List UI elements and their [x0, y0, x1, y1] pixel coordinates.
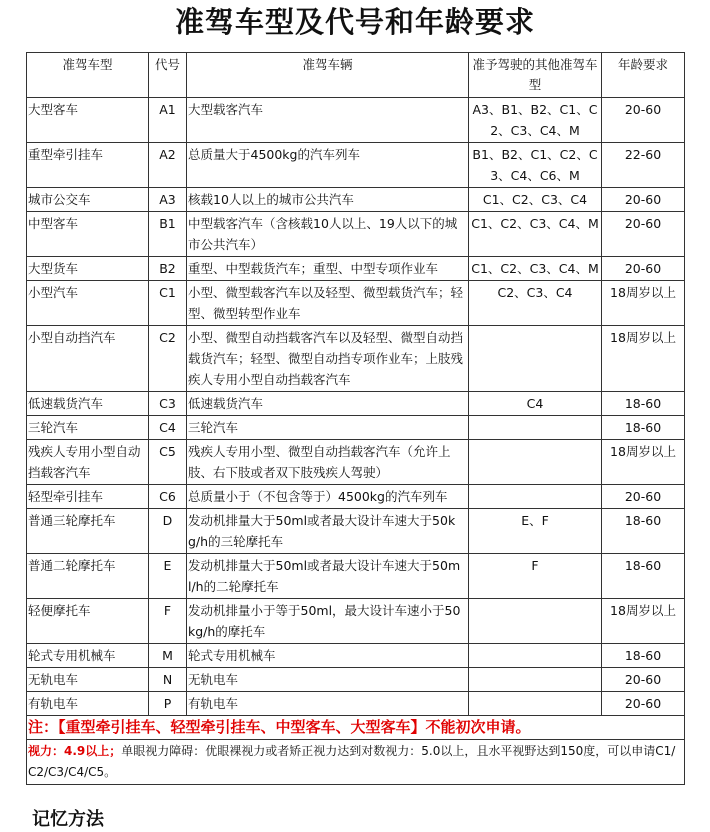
table-row [27, 392, 685, 416]
cell-other: C1、C2、C3、C4 [469, 188, 602, 212]
cell-type: 大型客车 [27, 98, 149, 143]
table-row [27, 440, 685, 485]
cell-vehicle: 轮式专用机械车 [187, 644, 469, 668]
cell-age: 22-60 [602, 143, 685, 188]
table-row [27, 485, 685, 509]
header-age: 年龄要求 [602, 53, 685, 98]
cell-code: C3 [149, 392, 187, 416]
table-row [27, 98, 685, 143]
cell-other [469, 416, 602, 440]
cell-other: B1、B2、C1、C2、C3、C4、C6、M [469, 143, 602, 188]
cell-other: C1、C2、C3、C4、M [469, 212, 602, 257]
cell-vehicle: 发动机排量大于50ml或者最大设计车速大于50ml/h的二轮摩托车 [187, 554, 469, 599]
table-row [27, 188, 685, 212]
table-header-row [27, 53, 685, 98]
cell-other [469, 440, 602, 485]
table-row [27, 554, 685, 599]
cell-age: 20-60 [602, 188, 685, 212]
table-row [27, 692, 685, 716]
table-row [27, 416, 685, 440]
table-row [27, 257, 685, 281]
cell-vehicle: 发动机排量大于50ml或者最大设计车速大于50kg/h的三轮摩托车 [187, 509, 469, 554]
cell-code: B1 [149, 212, 187, 257]
cell-age: 20-60 [602, 98, 685, 143]
table-row [27, 644, 685, 668]
cell-other: C4 [469, 392, 602, 416]
cell-code: C4 [149, 416, 187, 440]
cell-type: 无轨电车 [27, 668, 149, 692]
cell-vehicle: 小型、微型自动挡载客汽车以及轻型、微型自动挡载货汽车；轻型、微型自动挡专项作业车；上肢残疾人专用小型自动挡载客汽车 [187, 326, 469, 392]
cell-age: 18-60 [602, 416, 685, 440]
cell-other [469, 644, 602, 668]
cell-vehicle: 总质量小于（不包含等于）4500kg的汽车列车 [187, 485, 469, 509]
cell-other [469, 485, 602, 509]
cell-age: 20-60 [602, 668, 685, 692]
cell-other: E、F [469, 509, 602, 554]
cell-code: C1 [149, 281, 187, 326]
cell-other [469, 599, 602, 644]
cell-other: C1、C2、C3、C4、M [469, 257, 602, 281]
cell-age: 20-60 [602, 212, 685, 257]
cell-code: F [149, 599, 187, 644]
cell-age: 18周岁以上 [602, 599, 685, 644]
vision-row [27, 740, 685, 785]
vision-label: 视力：4.9以上； [28, 744, 122, 758]
cell-code: M [149, 644, 187, 668]
cell-age: 18-60 [602, 509, 685, 554]
cell-code: P [149, 692, 187, 716]
cell-code: A2 [149, 143, 187, 188]
cell-age: 18-60 [602, 554, 685, 599]
cell-vehicle: 重型、中型载货汽车；重型、中型专项作业车 [187, 257, 469, 281]
table-body [27, 98, 685, 716]
table-row [27, 668, 685, 692]
cell-age: 18周岁以上 [602, 281, 685, 326]
cell-vehicle: 核载10人以上的城市公共汽车 [187, 188, 469, 212]
cell-vehicle: 小型、微型载客汽车以及轻型、微型载货汽车；轻型、微型转型作业车 [187, 281, 469, 326]
cell-vehicle: 低速载货汽车 [187, 392, 469, 416]
table-row [27, 599, 685, 644]
cell-type: 小型汽车 [27, 281, 149, 326]
cell-other [469, 326, 602, 392]
cell-other: A3、B1、B2、C1、C2、C3、C4、M [469, 98, 602, 143]
cell-type: 中型客车 [27, 212, 149, 257]
page-title: 准驾车型及代号和年龄要求 [174, 5, 535, 39]
cell-code: A3 [149, 188, 187, 212]
cell-type: 低速载货汽车 [27, 392, 149, 416]
cell-type: 普通二轮摩托车 [27, 554, 149, 599]
table-row [27, 281, 685, 326]
cell-vehicle: 残疾人专用小型、微型自动挡载客汽车（允许上肢、右下肢或者双下肢残疾人驾驶） [187, 440, 469, 485]
table-row [27, 509, 685, 554]
cell-type: 三轮汽车 [27, 416, 149, 440]
cell-vehicle: 中型载客汽车（含核载10人以上、19人以下的城市公共汽车） [187, 212, 469, 257]
cell-code: B2 [149, 257, 187, 281]
cell-vehicle: 总质量大于4500kg的汽车列车 [187, 143, 469, 188]
cell-type: 重型牵引挂车 [27, 143, 149, 188]
cell-type: 轻便摩托车 [27, 599, 149, 644]
cell-type: 城市公交车 [27, 188, 149, 212]
note-row [27, 716, 685, 740]
cell-code: A1 [149, 98, 187, 143]
header-vehicle: 准驾车辆 [187, 53, 469, 98]
cell-vehicle: 发动机排量小于等于50ml，最大设计车速小于50kg/h的摩托车 [187, 599, 469, 644]
cell-code: C6 [149, 485, 187, 509]
table-row [27, 326, 685, 392]
vision-cell [27, 740, 685, 785]
table-row [27, 143, 685, 188]
cell-other [469, 692, 602, 716]
cell-vehicle: 大型载客汽车 [187, 98, 469, 143]
memory-heading: 记忆方法 [32, 809, 104, 830]
cell-age: 18周岁以上 [602, 326, 685, 392]
cell-age: 20-60 [602, 692, 685, 716]
note-text: 注：【重型牵引挂车、轻型牵引挂车、中型客车、大型客车】不能初次申请。 [27, 716, 685, 740]
cell-age: 20-60 [602, 257, 685, 281]
header-code: 代号 [149, 53, 187, 98]
cell-code: D [149, 509, 187, 554]
license-type-table [26, 52, 685, 785]
cell-other: C2、C3、C4 [469, 281, 602, 326]
cell-vehicle: 三轮汽车 [187, 416, 469, 440]
cell-code: C5 [149, 440, 187, 485]
cell-age: 18周岁以上 [602, 440, 685, 485]
cell-vehicle: 无轨电车 [187, 668, 469, 692]
cell-other [469, 668, 602, 692]
cell-type: 残疾人专用小型自动挡载客汽车 [27, 440, 149, 485]
table-row [27, 212, 685, 257]
cell-type: 普通三轮摩托车 [27, 509, 149, 554]
cell-age: 18-60 [602, 644, 685, 668]
cell-type: 大型货车 [27, 257, 149, 281]
cell-other: F [469, 554, 602, 599]
cell-vehicle: 有轨电车 [187, 692, 469, 716]
cell-type: 轮式专用机械车 [27, 644, 149, 668]
cell-code: C2 [149, 326, 187, 392]
cell-code: E [149, 554, 187, 599]
cell-code: N [149, 668, 187, 692]
header-type: 准驾车型 [27, 53, 149, 98]
cell-type: 轻型牵引挂车 [27, 485, 149, 509]
header-other: 准予驾驶的其他准驾车型 [469, 53, 602, 98]
cell-type: 小型自动挡汽车 [27, 326, 149, 392]
vision-text: 单眼视力障碍：优眼裸视力或者矫正视力达到对数视力：5.0以上，且水平视野达到150度，可以申请C1/C2/C3/C4/C5。 [28, 744, 676, 779]
cell-type: 有轨电车 [27, 692, 149, 716]
cell-age: 18-60 [602, 392, 685, 416]
cell-age: 20-60 [602, 485, 685, 509]
